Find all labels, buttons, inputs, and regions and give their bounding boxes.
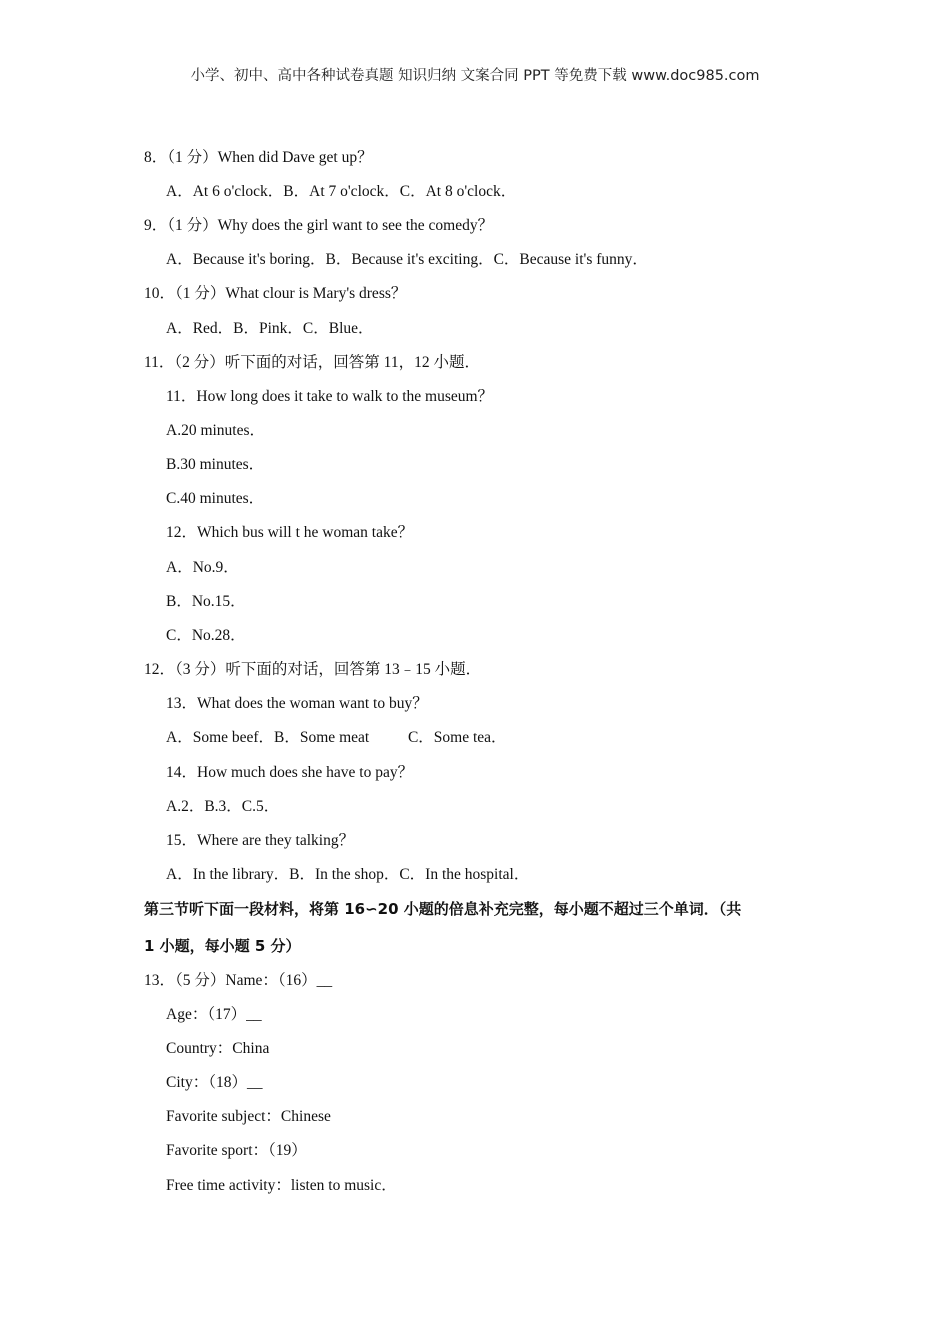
section-3-heading: 第三节听下面一段材料，将第 16∽20 小题的倍息补充完整，每小题不超过三个单词．（共 xyxy=(144,900,742,918)
question-13-name: 13．（5 分）Name：（16）__ xyxy=(144,972,333,989)
question-9-options: A．Because it's boring．B．Because it's exciting．C．Because it's funny． xyxy=(166,251,648,268)
subquestion-13-options: A．Some beef．B．Some meat C．Some tea． xyxy=(166,729,507,746)
subquestion-12-option-b: B．No.15． xyxy=(166,593,246,610)
subquestion-11-option-c: C.40 minutes． xyxy=(166,490,265,507)
subquestion-13: 13．What does the woman want to buy？ xyxy=(166,695,428,712)
question-8: 8．（1 分）When did Dave get up？ xyxy=(144,149,373,166)
question-10: 10．（1 分）What clour is Mary's dress？ xyxy=(144,285,407,302)
subquestion-15: 15．Where are they talking？ xyxy=(166,832,355,849)
question-11-intro: 11．（2 分）听下面的对话，回答第 11，12 小题． xyxy=(144,354,480,371)
subquestion-12-option-a: A．No.9． xyxy=(166,559,239,576)
form-free-time-activity: Free time activity：listen to music． xyxy=(166,1177,397,1194)
page-header: 小学、初中、高中各种试卷真题 知识归纳 文案合同 PPT 等免费下载 www.doc985.com xyxy=(190,68,760,84)
subquestion-12-option-c: C．No.28． xyxy=(166,627,246,644)
form-favorite-subject: Favorite subject：Chinese xyxy=(166,1108,331,1125)
subquestion-14-options: A.2．B.3．C.5． xyxy=(166,798,280,815)
form-age: Age：（17）__ xyxy=(166,1006,262,1023)
question-8-options: A．At 6 o'clock．B．At 7 o'clock．C．At 8 o'clock． xyxy=(166,183,517,200)
form-city: City：（18）__ xyxy=(166,1074,263,1091)
subquestion-14: 14．How much does she have to pay？ xyxy=(166,764,414,781)
form-country: Country：China xyxy=(166,1040,270,1057)
question-9: 9．（1 分）Why does the girl want to see the comedy？ xyxy=(144,217,494,234)
subquestion-15-options: A．In the library．B．In the shop．C．In the hospital． xyxy=(166,866,530,883)
subquestion-11-option-b: B.30 minutes． xyxy=(166,456,265,473)
subquestion-11-option-a: A.20 minutes． xyxy=(166,422,266,439)
form-favorite-sport: Favorite sport：（19） xyxy=(166,1142,307,1159)
subquestion-12: 12．Which bus will t he woman take？ xyxy=(166,524,414,541)
section-3-heading-cont: 1 小题，每小题 5 分） xyxy=(144,937,301,955)
subquestion-11: 11．How long does it take to walk to the museum？ xyxy=(166,388,494,405)
question-10-options: A．Red．B．Pink．C．Blue． xyxy=(166,320,374,337)
question-12-intro: 12．（3 分）听下面的对话，回答第 13﹣15 小题． xyxy=(144,661,482,678)
